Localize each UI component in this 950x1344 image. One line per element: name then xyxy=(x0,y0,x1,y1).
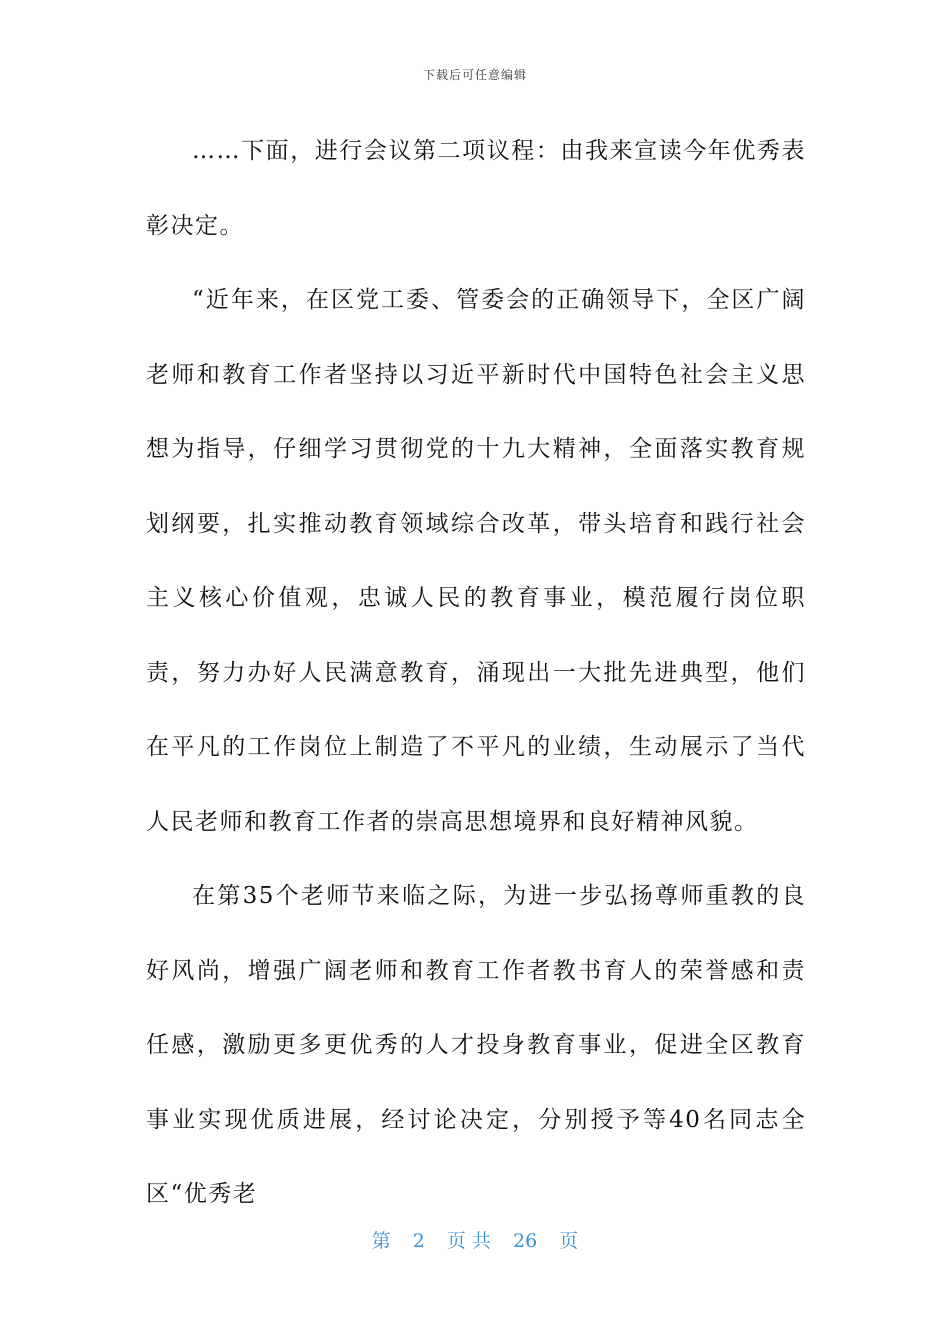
page-current: 2 xyxy=(412,1230,425,1252)
page-label-mid: 页 共 xyxy=(446,1230,491,1252)
document-body xyxy=(146,114,806,1232)
header-note: 下载后可任意编辑 xyxy=(422,68,527,82)
paragraph-agenda: ……下面，进行会议第二项议程：由我来宣读今年优秀表彰决定。 xyxy=(146,138,806,239)
page-footer xyxy=(0,1226,950,1253)
page-total: 26 xyxy=(513,1230,538,1252)
page-label-post: 页 xyxy=(559,1230,579,1252)
page-label-pre: 第 xyxy=(371,1230,391,1252)
paragraph-achievements: “近年来，在区党工委、管委会的正确领导下，全区广阔老师和教育工作者坚持以习近平新时代中国特色社会主义思想为指导，仔细学习贯彻党的十九大精神，全面落实教育规划纲要，扎实推动教育领域综合改革，带头培育和践行社会主义核心价值观，忠诚人民的教育事业，模范履行岗位职责，努力办好人民满意教育，涌现出一大批先进典型，他们在平凡的工作岗位上制造了不平凡的业绩，生动展示了当代人民老师和教育工作者的崇高思想境界和良好精神风貌。 xyxy=(146,287,806,835)
paragraph-award-decision: 在第35个老师节来临之际，为进一步弘扬尊师重教的良好风尚，增强广阔老师和教育工作者教书育人的荣誉感和责任感，激励更多更优秀的人才投身教育事业，促进全区教育事业实现优质进展，经讨论决定，分别授予等40名同志全区“优秀老 xyxy=(146,883,806,1207)
